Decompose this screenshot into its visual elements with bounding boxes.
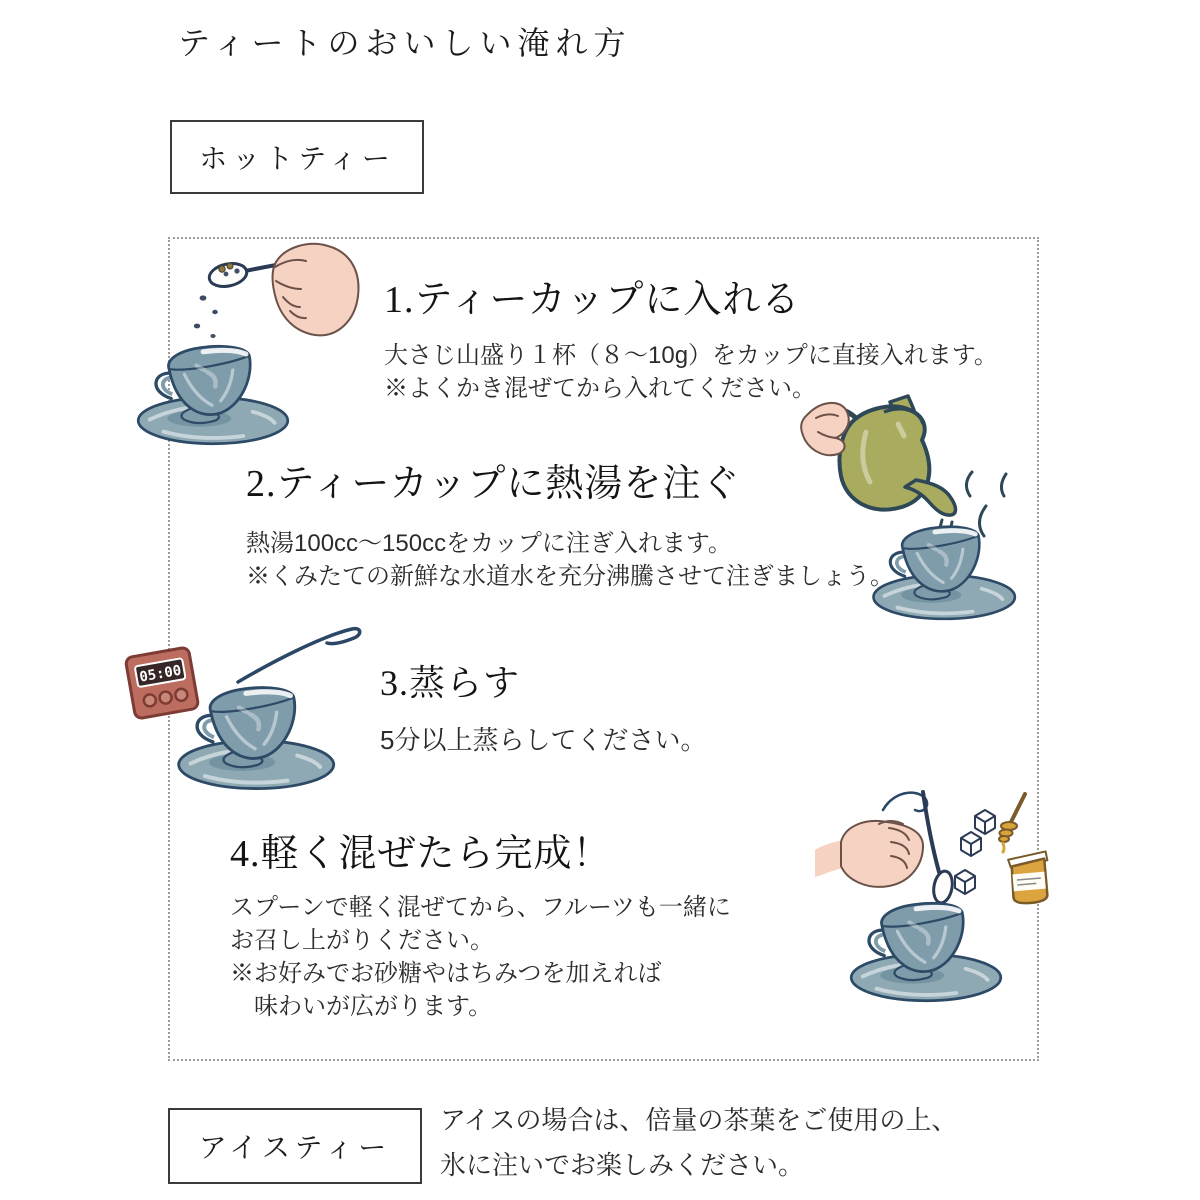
step-4-note: ※お好みでお砂糖やはちみつを加えれば xyxy=(230,960,662,987)
step-1-note: ※よくかき混ぜてから入れてください。 xyxy=(384,375,816,402)
iced-tea-label-box xyxy=(168,1108,422,1184)
iced-tea-text xyxy=(440,1098,957,1188)
hand-icon xyxy=(801,403,849,455)
iced-tea-line: アイスの場合は、倍量の茶葉をご使用の上、 xyxy=(440,1105,958,1135)
step-1-line: 大さじ山盛り１杯（８～10g）をカップに直接入れます。 xyxy=(384,342,998,369)
hot-tea-label: ホットティー xyxy=(199,144,395,175)
timer-display: 05:00 xyxy=(138,662,183,686)
step2-illustration xyxy=(786,388,1038,632)
honey-dipper-icon xyxy=(999,794,1025,852)
step-4 xyxy=(230,822,731,1023)
step-4-heading: 4.軽く混ぜたら完成！ xyxy=(230,833,612,875)
stir-swirl-icon xyxy=(883,793,927,811)
spoon-icon xyxy=(923,792,955,904)
step-1-heading: 1.ティーカップに入れる xyxy=(384,279,801,321)
kitchen-timer-icon xyxy=(125,647,199,719)
step-4-note: 味わいが広がります。 xyxy=(230,993,493,1020)
step4-illustration xyxy=(813,780,1055,1015)
step-4-line: お召し上がりください。 xyxy=(230,927,494,954)
step-2-line: 熱湯100cc～150ccをカップに注ぎ入れます。 xyxy=(246,530,732,557)
hand-icon xyxy=(273,244,359,335)
iced-tea-label: アイスティー xyxy=(198,1133,392,1164)
step3-illustration xyxy=(110,616,400,798)
honey-jar-icon xyxy=(1008,851,1051,904)
step-4-line: スプーンで軽く混ぜてから、フルーツも一緒に xyxy=(230,894,731,921)
step-3-heading: 3.蒸らす xyxy=(380,663,521,703)
step1-illustration xyxy=(125,240,360,448)
step-2-note: ※くみたての新鮮な水道水を充分沸騰させて注ぎましょう。 xyxy=(246,563,894,590)
steam-swoosh-icon xyxy=(238,629,360,682)
sugar-cubes-icon xyxy=(955,810,995,894)
steam-icon xyxy=(966,472,1006,536)
hot-tea-label-box xyxy=(170,120,424,194)
page-title: ティートのおいしい淹れ方 xyxy=(178,25,632,61)
step-3-line: 5分以上蒸らしてください。 xyxy=(380,725,707,755)
step-1 xyxy=(384,268,998,405)
step-3 xyxy=(380,655,706,757)
hand-icon xyxy=(815,821,923,887)
iced-tea-line: 氷に注いでお楽しみください。 xyxy=(440,1150,805,1180)
step-2-heading: 2.ティーカップに熱湯を注ぐ xyxy=(246,463,741,505)
